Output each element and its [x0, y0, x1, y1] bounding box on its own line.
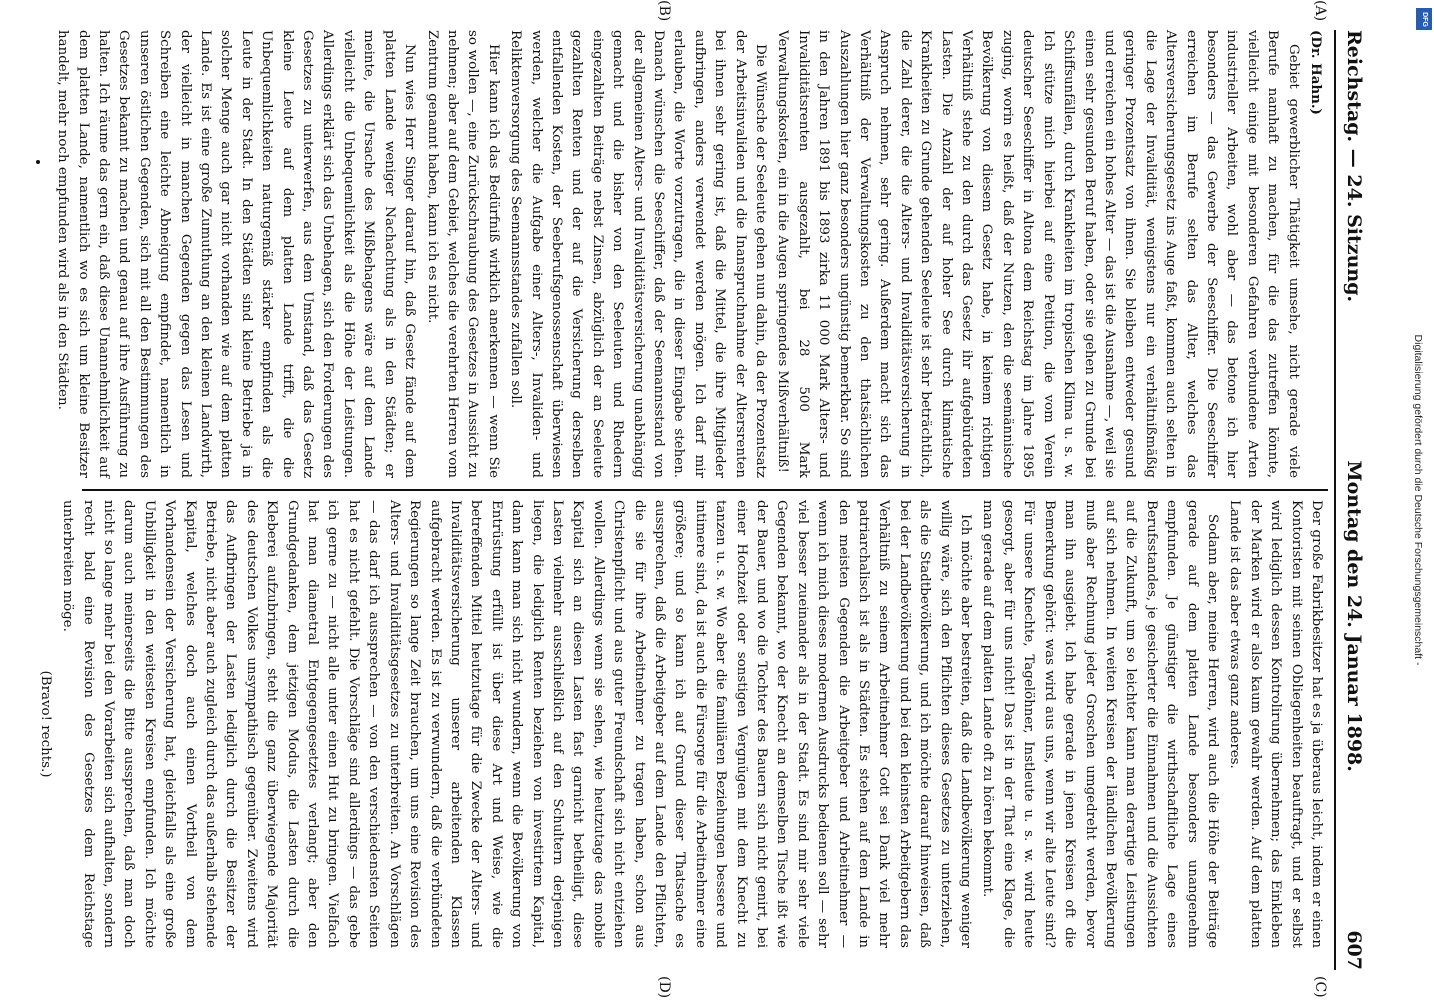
- left-column: [55, 30, 1326, 478]
- left-paragraph-4: Nun wies Herr Singer darauf hin, daß Gesetz fände auf dem platten Lande weniger Nachachtung als in den Städten; er meinte, die Ursache des Mißbehagens wäre auf dem Lande vielleicht die Unbequemlichkeit als die Höhe der Leistungen. Allerdings erklärt sich das Unbehagen, sich den Forderungen des Gesetzes zu unterwerfen, aus dem Umstand, daß das Gesetz kleine Leute auf dem platten Lande trifft, die die Unbequemlichkeiten naturgemäß stärker empfinden als die Leute in der Stadt. In den Städten sind kleine Betriebe ja in solcher Menge auch gar nicht vorhanden wie auf dem platten Lande. Es ist eine große Zumuthung an den kleinen Landwirth, der vielleicht in manchen Gegenden gegen das Lesen und Schreiben eine leichte Abneigung empfindet, namentlich in unseren östlichen Gegenden, sich mit all den Bestimmungen des Gesetzes bekannt zu machen und genau auf ihre Ausführung zu halten. Ich räume das gern ein, daß diese Unannehmlichkeit auf dem platten Lande, namentlich wo es sich um kleine Besitzer handelt, mehr noch empfunden wird als in den Städten.: [55, 30, 418, 478]
- header-date: Montag den 24. Januar 1898.: [1343, 460, 1365, 772]
- page-number: 607: [1343, 930, 1365, 970]
- dfg-logo: DFG: [1416, 8, 1432, 30]
- left-paragraph-3: Hier kann ich das Bedürfniß wirklich anerkennen — wenn Sie so wollen —, eine Zurückschraubung des Gesetzes in Aussicht zu nehmen; aber auf dem Gebiet, welches die verehrten Herren vom Zentrum genannt haben, kann ich es nicht.: [424, 30, 501, 478]
- right-paragraph-3: Ich möchte aber bestreiten, daß die Landbevölkerung weniger willig wäre, sich den Pflichten dieses Gesetzes zu unterziehen, als die Stadtbevölkerung, und ich möchte darauf hinweisen, daß bei der Landbevölkerung und bei den kleinsten Arbeitgebern das Verhältniß zu seinem Arbeitnehmer Gott sei Dank viel mehr patriarchalisch ist als in Städten. Es stehen auf dem Lande in den meisten Gegenden die Arbeitgeber und Arbeitnehmer — wenn ich mich dieses modernen Ausdrucks bedienen soll — sehr viel besser zueinander als in der Stadt. Es sind mir sehr viele Gegenden bekannt, wo der Knecht an demselben Tische ißt wie der Bauer, und wo die Tochter des Bauern sich nicht genirt, bei einer Hochzeit oder sonstigen Vergnügen mit dem Knecht zu tanzen u. s. w. Wo aber die familiären Beziehungen bessere und intimere sind, da ist auch die Fürsorge für die Arbeitnehmer eine größere; und so kann ich auf Grund dieser Thatsache es aussprechen, daß die Arbeitgeber auf dem Lande den Pflichten, die sie für ihre Arbeitnehmer zu tragen haben, schon aus Christenpflicht und aus guter Freundschaft sich nicht entziehen wollen. Allerdings wenn sie sehen, wie heutzutage das mobile Kapital sich an diesen Lasten fast garnicht betheiligt, diese Lasten vielmehr ausschließlich auf den Schultern derjenigen liegen, die lediglich Renten beziehen von investirtem Kapital, dann kann man sich nicht wundern, wenn die Bevölkerung von Entrüstung erfüllt ist über diese Art und Weise, wie die betreffenden Mittel heutzutage für die Zwecke der Alters- und Invaliditätsversicherung unserer arbeitenden Klassen aufgebracht werden. Es ist zu verwundern, daß die verbündeten Regierungen so lange Zeit brauchen, um uns eine Revision des Alters- und Invaliditätsgesetzes zu unterbreiten. An Vorschlägen — das darf ich aussprechen — von den verschiedensten Seiten hat es nicht gefehlt. Die Vorschläge sind allerdings — das gebe ich gerne zu — nicht alle unter einen Hut zu bringen. Vielfach hat man diametral Entgegengesetztes verlangt; aber den Grundgedanken, dem jetzigen Modus, die Lasten durch die Kleberei aufzubringen, steht die ganz überwiegende Majorität des deutschen Volkes unsympathisch gegenüber. Zweitens wird das Aufbringen der Lasten lediglich durch die Besitzer der Betriebe, nicht aber auch zugleich durch das außerhalb stehende Kapital, welches doch auch einen Vortheil von dem Vorhandensein der Versicherung hat, gleichfalls als eine große Unbilligkeit in den weitesten Kreisen empfunden. Ich möchte darum auch meinerseits die Bitte aussprechen, daß man doch nicht so lange mehr bei den Vorarbeiten sich aufhalten, sondern recht bald eine Revision des Gesetzes dem Reichstage unterbreiten möge.: [60, 500, 974, 948]
- digitization-credit: Digitalisierung gefördert durch die Deutsche Forschungsgemeinschaft -: [1412, 334, 1424, 666]
- right-column: [37, 500, 1326, 948]
- right-paragraph-2: Sodann aber, meine Herren, wird auch die Höhe der Beiträge gerade auf dem platten Lande besonders unangenehm empfunden. Je günstiger die wirthschaftliche Lage eines Berufsstandes, je gesicherter die Einnahmen und die Aussichten auf die Zukunft, um so leichter kann man derartige Leistungen auf sich nehmen. In weiten Kreisen der ländlichen Bevölkerung muß aber Rechnung jeder Groschen umgedreht werden, bevor man ihn ausgiebt. Ich habe gerade in jenen Kreisen oft die Bemerkung gehört: was wird aus uns, wenn wir alte Leute sind? Für unsere Knechte, Tagelöhner, Instleute u. s. w. wird heute gesorgt, aber für uns nicht! Das ist in der That eine Klage, die man gerade auf dem platten Lande oft zu hören bekommt.: [980, 500, 1220, 948]
- marker-a: (A): [1312, 0, 1328, 22]
- column-rule: [82, 489, 1328, 491]
- header-left: Reichstag. — 24. Sitzung.: [1343, 30, 1365, 303]
- ink-dot: [36, 160, 40, 164]
- marker-d: (D): [656, 976, 672, 999]
- applause-note: (Bravo! rechts.): [37, 670, 53, 778]
- page-header: [1334, 30, 1372, 970]
- left-paragraph-2: Die Wünsche der Seeleute gehen nun dahin, da der Prozentsatz der Arbeitsinvaliden und die Inanspruchnahme der Altersrenten bei ihnen sehr gering ist, daß die Mittel, die ihre Mitglieder aufbringen, anders verwendet werden mögen. Ich darf mir erlauben, die Worte vorzutragen, die in dieser Eingabe stehen. Danach wünschen die Seeschiffer, daß der Seemannsstand von der allgemeinen Alters- und Invaliditätsversicherung unabhängig gemacht und die bisher von den Seeleuten und Rhedern eingezahlten Beiträge nebst Zinsen, abzüglich der an Seeleute gezahlten Renten und der auf die Versicherung derselben entfallenden Kosten, der Seeberufsgenossenschaft überwiesen werden, welcher die Aufgabe einer Alters-, Invaliden- und Reliktenversorgung des Seemannsstandes zufallen soll.: [508, 30, 769, 478]
- marker-c: (C): [1312, 976, 1328, 998]
- rotated-newspaper-sheet: [37, 0, 1372, 999]
- right-paragraph-1: Der große Fabrikbesitzer hat es ja überaus leicht, indem er einen Kontoristen mit seinen Obliegenheiten beauftragt, und er selbst wird lediglich dessen Kontrolirung übernehmen; das Einkleben der Marken wird er also kaum gewahr werden. Auf dem platten Lande ist das aber etwas ganz anderes.: [1227, 500, 1324, 948]
- marker-b: (B): [656, 0, 672, 22]
- speaker-label: (Dr. Hahn.): [1308, 30, 1324, 115]
- left-paragraph-1: Gebiet gewerblicher Thätigkeit umsehe, nicht gerade viele Berufe namhaft zu machen, für die das zutreffen könnte, vielleicht einige mit besonderen Gefahren verbundene Arten industrieller Arbeiten, wohl aber — das betone ich hier besonders — das Gewerbe der Seeschiffer. Die Seeschiffer erreichen im Berufe selten das Alter, welches das Altersversicherungsgesetz ins Auge faßt, kommen auch selten in die Lage der Invalidität, wenigstens nur ein verhältnißmäßig geringer Prozentsatz von ihnen. Sie bleiben entweder gesund und erreichen ein hohes Alter — das ist die Ausnahme —, weil sie einen sehr gesunden Beruf haben, oder sie gehen zu Grunde bei Schiffsunfällen, durch Krankheiten im tropischen Klima u. s. w. Ich stütze mich hierbei auf eine Petition, die vom Verein deutscher Seeschiffer in Altona dem Reichstag im Jahre 1895 zuging, worin es heißt, daß der Nutzen, den die seemännische Bevölkerung von diesem Gesetz habe, in keinem richtigen Verhältniß stehe zu den durch das Gesetz ihr aufgebürdeten Lasten. Die Anzahl der auf hoher See durch klimatische Krankheiten zu Grunde gehenden Seeleute ist sehr beträchtlich, die Zahl derer, die die Alters- und Invaliditätsversicherung in Anspruch nehmen, sehr gering. Außerdem macht sich das Verhältniß der Verwaltungskosten zu den thatsächlichen Auszahlungen hier ganz besonders ungünstig bemerkbar. So sind in den Jahren 1891 bis 1893 zirka 11 000 Mark Alters- und Invaliditätsrenten ausgezahlt, bei 28 500 Mark Verwaltungskosten, ein in die Augen springendes Mißverhältniß!: [775, 30, 1301, 478]
